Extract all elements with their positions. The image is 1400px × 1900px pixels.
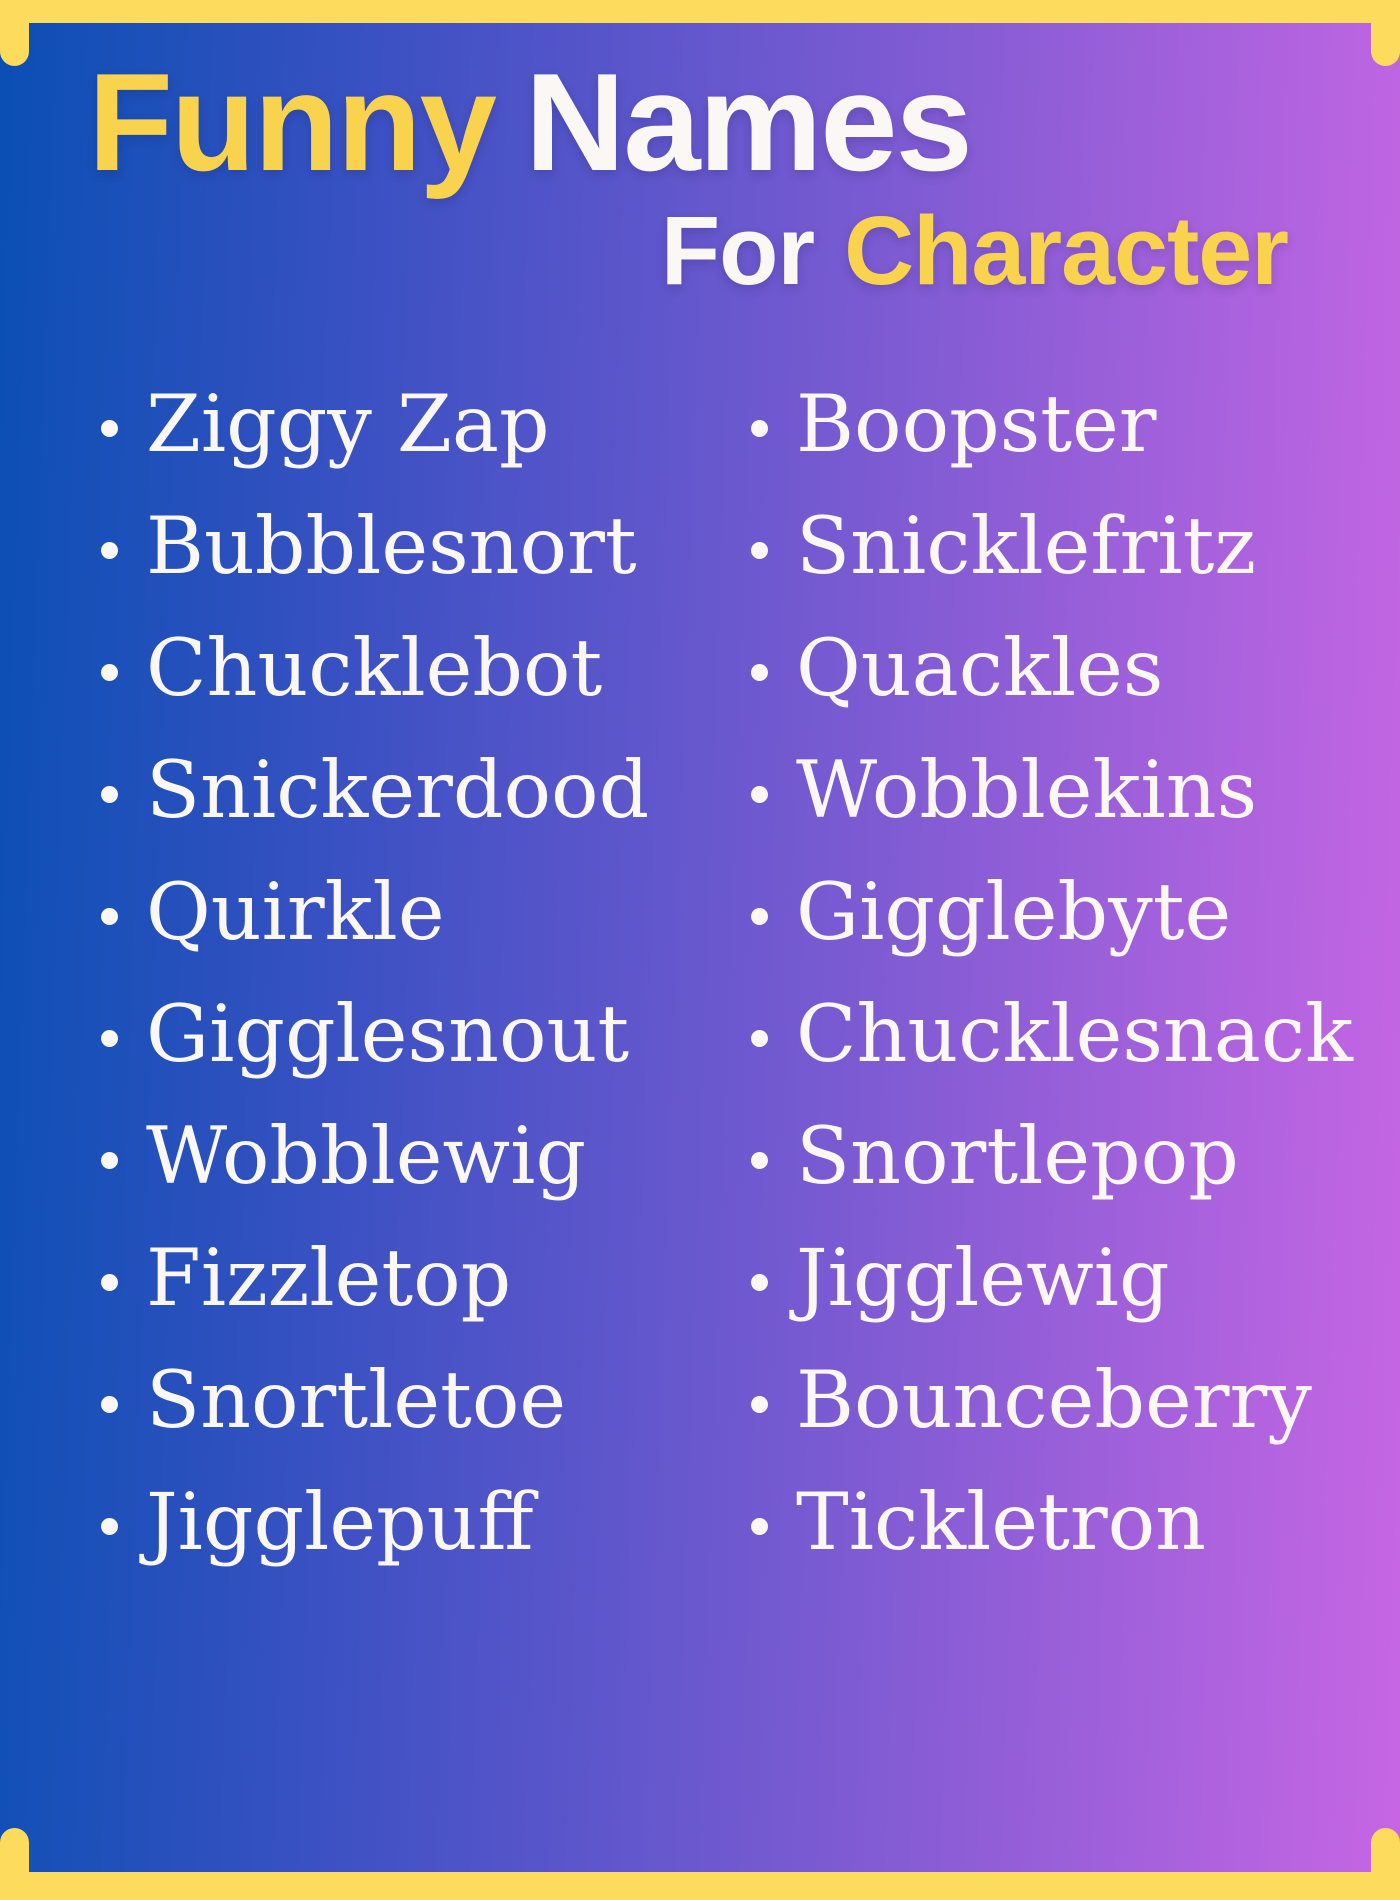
bullet-icon <box>751 1518 768 1535</box>
name-text: Snickerdood <box>146 743 650 836</box>
list-item <box>101 1095 751 1217</box>
bullet-icon <box>751 1396 768 1413</box>
list-item <box>751 729 1390 851</box>
bullet-icon <box>101 542 118 559</box>
list-item <box>751 1339 1390 1461</box>
name-text: Fizzletop <box>146 1231 512 1324</box>
list-item <box>751 607 1390 729</box>
name-text: Tickletron <box>796 1475 1207 1568</box>
name-text: Gigglesnout <box>146 987 630 1080</box>
bullet-icon <box>101 1396 118 1413</box>
page-subtitle <box>88 196 1288 305</box>
name-text: Jigglepuff <box>146 1475 534 1568</box>
list-item <box>751 363 1390 485</box>
bullet-icon <box>101 1518 118 1535</box>
bullet-icon <box>751 1030 768 1047</box>
name-text: Quackles <box>796 621 1164 714</box>
list-item <box>101 607 751 729</box>
bullet-icon <box>751 908 768 925</box>
page-title <box>88 45 1288 200</box>
name-text: Chucklebot <box>146 621 603 714</box>
name-text: Boopster <box>796 377 1157 470</box>
title-word-funny: Funny <box>88 45 495 200</box>
names-column-left <box>101 363 751 1583</box>
bullet-icon <box>101 1030 118 1047</box>
bullet-icon <box>101 1274 118 1291</box>
list-item <box>751 485 1390 607</box>
bullet-icon <box>751 786 768 803</box>
list-item <box>751 1217 1390 1339</box>
bullet-icon <box>101 420 118 437</box>
list-item <box>101 1461 751 1583</box>
name-text: Ziggy Zap <box>146 377 550 470</box>
list-item <box>751 851 1390 973</box>
frame-tab-bottom-left <box>0 1828 29 1900</box>
bullet-icon <box>751 1274 768 1291</box>
frame-tab-bottom-right <box>1371 1828 1400 1900</box>
name-text: Quirkle <box>146 865 445 958</box>
bullet-icon <box>101 1152 118 1169</box>
bullet-icon <box>101 664 118 681</box>
name-text: Jigglewig <box>796 1231 1170 1324</box>
name-text: Wobblekins <box>796 743 1258 836</box>
name-text: Bounceberry <box>796 1353 1312 1446</box>
list-item <box>101 729 751 851</box>
name-text: Snortlepop <box>796 1109 1239 1202</box>
name-text: Gigglebyte <box>796 865 1232 958</box>
bullet-icon <box>751 420 768 437</box>
header <box>0 0 1400 305</box>
list-item <box>751 973 1390 1095</box>
frame-bottom-bar <box>0 1872 1400 1900</box>
list-item <box>751 1095 1390 1217</box>
bullet-icon <box>751 664 768 681</box>
list-item <box>751 1461 1390 1583</box>
list-item <box>101 1339 751 1461</box>
subtitle-word-for: For <box>660 196 815 305</box>
names-column-right <box>751 363 1390 1583</box>
title-word-names: Names <box>524 45 971 200</box>
name-text: Wobblewig <box>146 1109 587 1202</box>
list-item <box>101 485 751 607</box>
name-text: Bubblesnort <box>146 499 637 592</box>
names-list <box>0 363 1400 1583</box>
list-item <box>101 973 751 1095</box>
list-item <box>101 363 751 485</box>
subtitle-word-character: Character <box>844 196 1288 305</box>
name-text: Chucklesnack <box>796 987 1353 1080</box>
list-item <box>101 1217 751 1339</box>
bullet-icon <box>751 1152 768 1169</box>
list-item <box>101 851 751 973</box>
name-text: Snortletoe <box>146 1353 567 1446</box>
bullet-icon <box>101 786 118 803</box>
bullet-icon <box>751 542 768 559</box>
bullet-icon <box>101 908 118 925</box>
name-text: Snicklefritz <box>796 499 1257 592</box>
